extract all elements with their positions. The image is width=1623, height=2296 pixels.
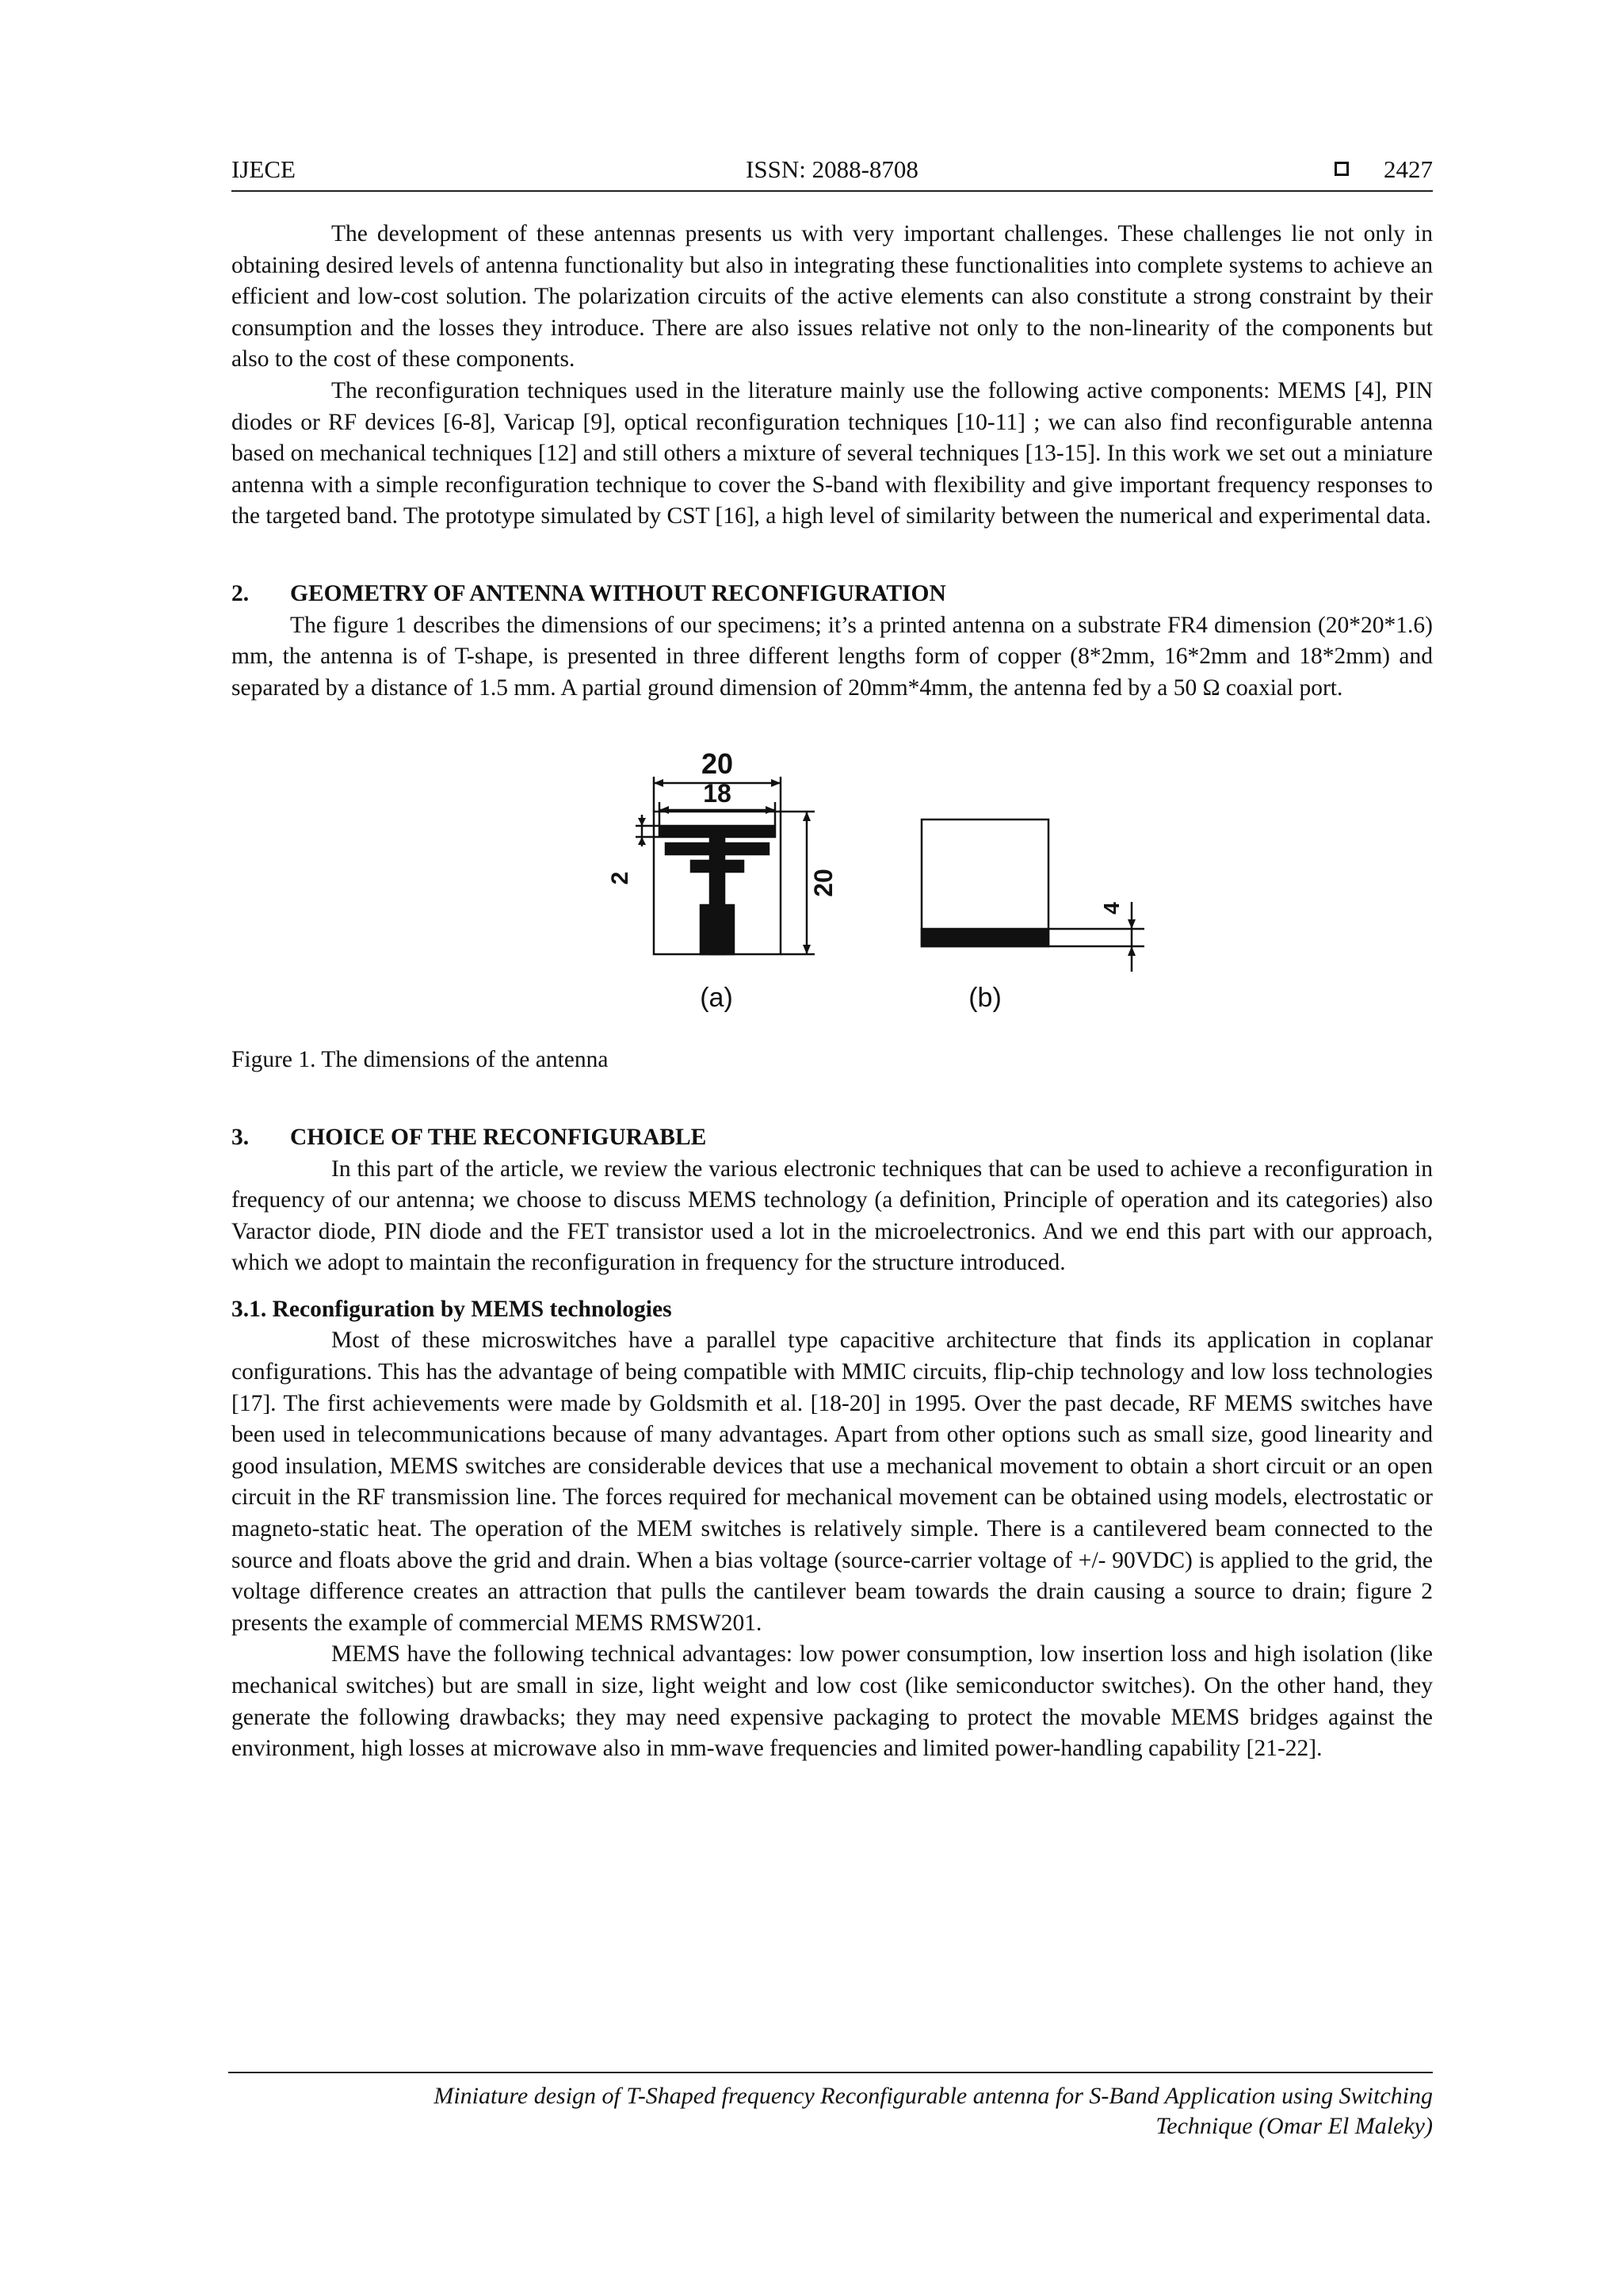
footer-title-line-1: Miniature design of T-Shaped frequency Reconfigurable antenna for S-Band Application using Switching (433, 2083, 1433, 2109)
partial-ground (922, 929, 1048, 946)
figure-1 (231, 735, 1433, 1045)
dim-strip: 2 (607, 871, 633, 885)
section-3-number: 3. (231, 1124, 250, 1150)
running-header (231, 155, 1433, 192)
section-2-number: 2. (231, 580, 250, 606)
dim-width-inner: 18 (703, 779, 731, 808)
page-number: 2427 (1384, 155, 1433, 183)
page-body (231, 219, 1433, 1765)
section-2-paragraph: The figure 1 describes the dimensions of our specimens; it’s a printed antenna on a substrate FR4 dimension (20*20*1.6) mm, the antenna is of T-shape, is presented in three different lengths form of copper (8*2mm, 16*2mm and 18*2mm) and separated by a distance of 1.5 mm. A partial ground dimension of 20mm*4mm, the antenna fed by a 50 Ω coaxial port. (231, 612, 1433, 701)
section-3-heading (231, 1122, 1433, 1154)
figure-1-caption: Figure 1. The dimensions of the antenna (231, 1047, 609, 1073)
figure-label-a: (a) (700, 983, 733, 1014)
feed-base (701, 905, 734, 954)
section-3-1-heading: 3.1. Reconfiguration by MEMS technologies (231, 1296, 672, 1322)
footer-title-line-2: Technique (Omar El Maleky) (1155, 2113, 1433, 2139)
issn: ISSN: 2088-8708 (746, 155, 918, 183)
journal-name: IJECE (231, 155, 296, 183)
ground-substrate-outline (922, 819, 1048, 946)
dim-ground: 4 (1099, 902, 1124, 915)
dim-width-outer: 20 (701, 747, 734, 781)
section-2-title: GEOMETRY OF ANTENNA WITHOUT RECONFIGURATION (290, 580, 946, 606)
ground-bottom-view (922, 819, 1144, 972)
intro-paragraph-1: The development of these antennas presents us with very important challenges. These challenges lie not only in obtaining desired levels of antenna functionality but also in integrating these functionalities into complete systems to achieve an efficient and low-cost solution. The polarization circuits of the active elements can also constitute a strong constraint by their consumption and the losses they introduce. There are also issues relative not only to the non-linearity of the components but also to the cost of these components. (231, 221, 1433, 372)
section-3-1-paragraph-1: Most of these microswitches have a parallel type capacitive architecture that finds its application in coplanar configurations. This has the advantage of being compatible with MMIC circuits, flip-chip technology and low loss technologies [17]. The first achievements were made by Goldsmith et al. [18-20] in 1995. Over the past decade, RF MEMS switches have been used in telecommunications because of many advantages. Apart from other options such as small size, good linearity and good insulation, MEMS switches are considerable devices that use a mechanical movement to obtain a short circuit or an open circuit in the RF transmission line. The forces required for mechanical movement can be obtained using models, electrostatic or magneto-static heat. The operation of the MEM switches is relatively simple. There is a cantilevered beam connected to the source and floats above the grid and drain. When a bias voltage (source-carrier voltage of +/- 90VDC) is applied to the grid, the voltage difference creates an attraction that pulls the cantilever beam towards the drain causing a source to drain; figure 2 presents the example of commercial MEMS RMSW201. (231, 1328, 1433, 1636)
dim-height: 20 (809, 869, 838, 898)
section-3-paragraph: In this part of the article, we review the various electronic techniques that can be used to achieve a reconfiguration in frequency of our antenna; we choose to discuss MEMS technology (a definition, Principle of operation and its categories) also Varactor diode, PIN diode and the FET transistor used a lot in the microelectronics. And we end this part with our approach, which we adopt to maintain the reconfiguration in frequency for the structure introduced. (231, 1156, 1433, 1276)
section-3-title: CHOICE OF THE RECONFIGURABLE (290, 1124, 707, 1150)
intro-paragraph-2: The reconfiguration techniques used in the literature mainly use the following active components: MEMS [4], PIN diodes or RF devices [6-8], Varicap [9], optical reconfiguration techniques [10-11] ; we can also find reconfigurable antenna based on mechanical techniques [12] and still others a mixture of several techniques [13-15]. In this work we set out a miniature antenna with a simple reconfiguration technique to cover the S-band with flexibility and give important frequency responses to the targeted band. The prototype simulated by CST [16], a high level of similarity between the numerical and experimental data. (231, 377, 1433, 529)
square-bullet-icon (1335, 162, 1349, 176)
section-3-1-paragraph-2: MEMS have the following technical advantages: low power consumption, low insertion loss and high isolation (like mechanical switches) but are small in size, light weight and low cost (like semiconductor switches). On the other hand, they generate the following drawbacks; they may need expensive packaging to protect the movable MEMS bridges against the environment, high losses at microwave also in mm-wave frequencies and limited power-handling capability [21-22]. (231, 1641, 1433, 1762)
strip-18mm (659, 826, 775, 837)
antenna-dimension-diagram (231, 735, 1433, 1045)
section-2-heading (231, 579, 1433, 610)
figure-label-b: (b) (968, 983, 1002, 1014)
running-footer (228, 2072, 1433, 2141)
